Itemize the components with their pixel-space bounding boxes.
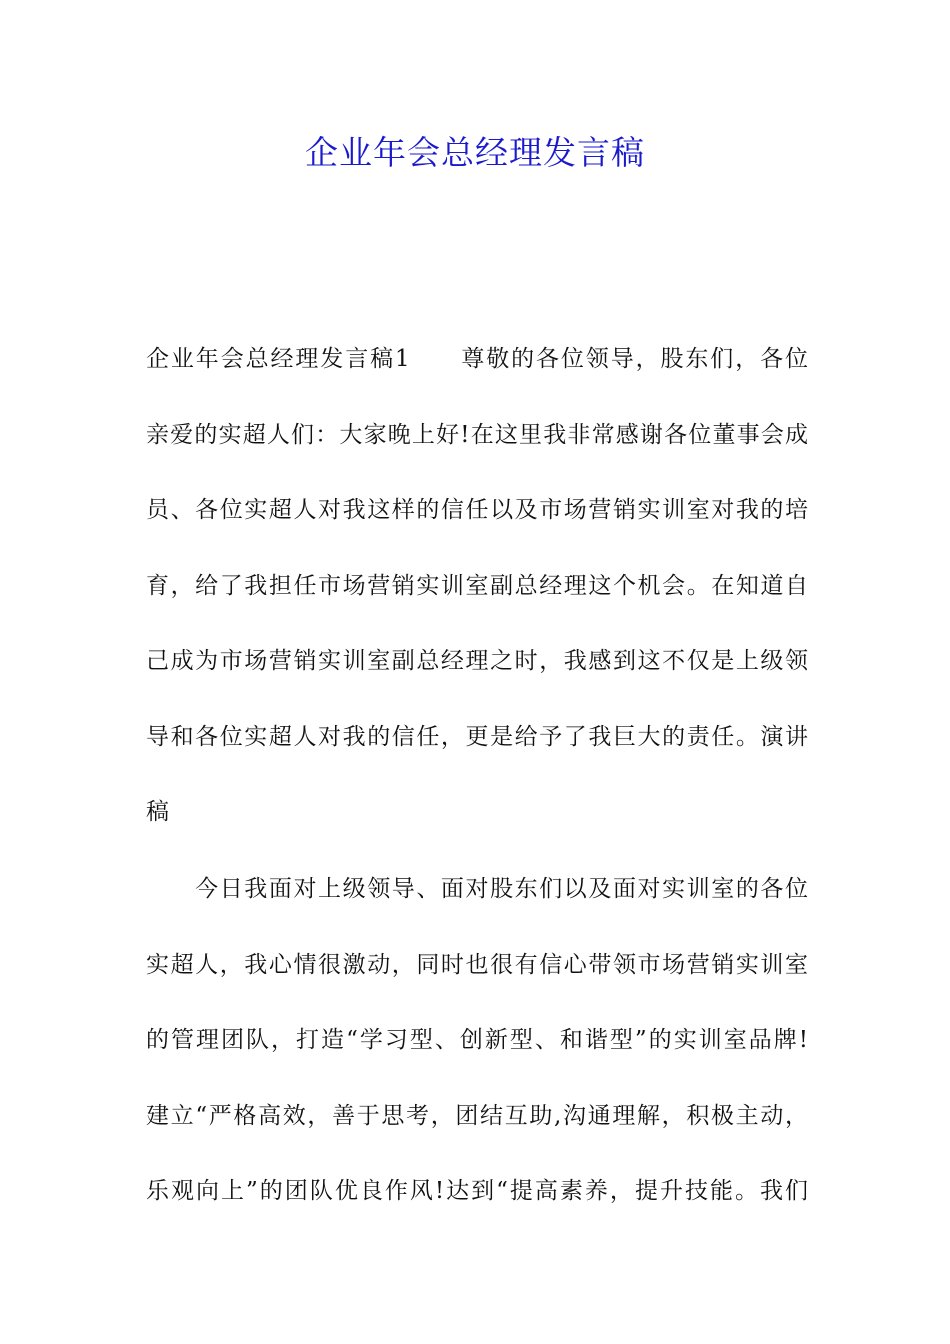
paragraph-line: 实超人，我心情很激动，同时也很有信心带领市场营销实训室 <box>146 951 808 978</box>
paragraph-line: 员、各位实超人对我这样的信任以及市场营销实训室对我的培 <box>146 497 808 523</box>
paragraph-line: 建立“严格高效，善于思考，团结互助,沟通理解，积极主动， <box>146 1102 808 1129</box>
paragraph-line: 己成为市场营销实训室副总经理之时，我感到这不仅是上级领 <box>146 648 808 674</box>
paragraph-line: 导和各位实超人对我的信任，更是给予了我巨大的责任。演讲 <box>146 723 808 750</box>
paragraph-line: 的管理团队，打造“学习型、创新型、和谐型”的实训室品牌! <box>146 1027 808 1053</box>
paragraph-1 <box>146 322 808 851</box>
paragraph-line: 今日我面对上级领导、面对股东们以及面对实训室的各位 <box>146 876 808 902</box>
paragraph-line: 乐观向上”的团队优良作风!达到“提高素养，提升技能。我们 <box>146 1178 808 1204</box>
paragraph-line: 稿 <box>146 799 169 825</box>
document-title: 企业年会总经理发言稿 <box>305 133 645 172</box>
paragraph-line: 亲爱的实超人们：大家晚上好!在这里我非常感谢各位董事会成 <box>146 421 808 448</box>
paragraph-line: 企业年会总经理发言稿1 尊敬的各位领导，股东们，各位 <box>146 346 808 372</box>
paragraph-line: 育，给了我担任市场营销实训室副总经理这个机会。在知道自 <box>146 572 808 599</box>
paragraph-2 <box>146 852 808 1230</box>
